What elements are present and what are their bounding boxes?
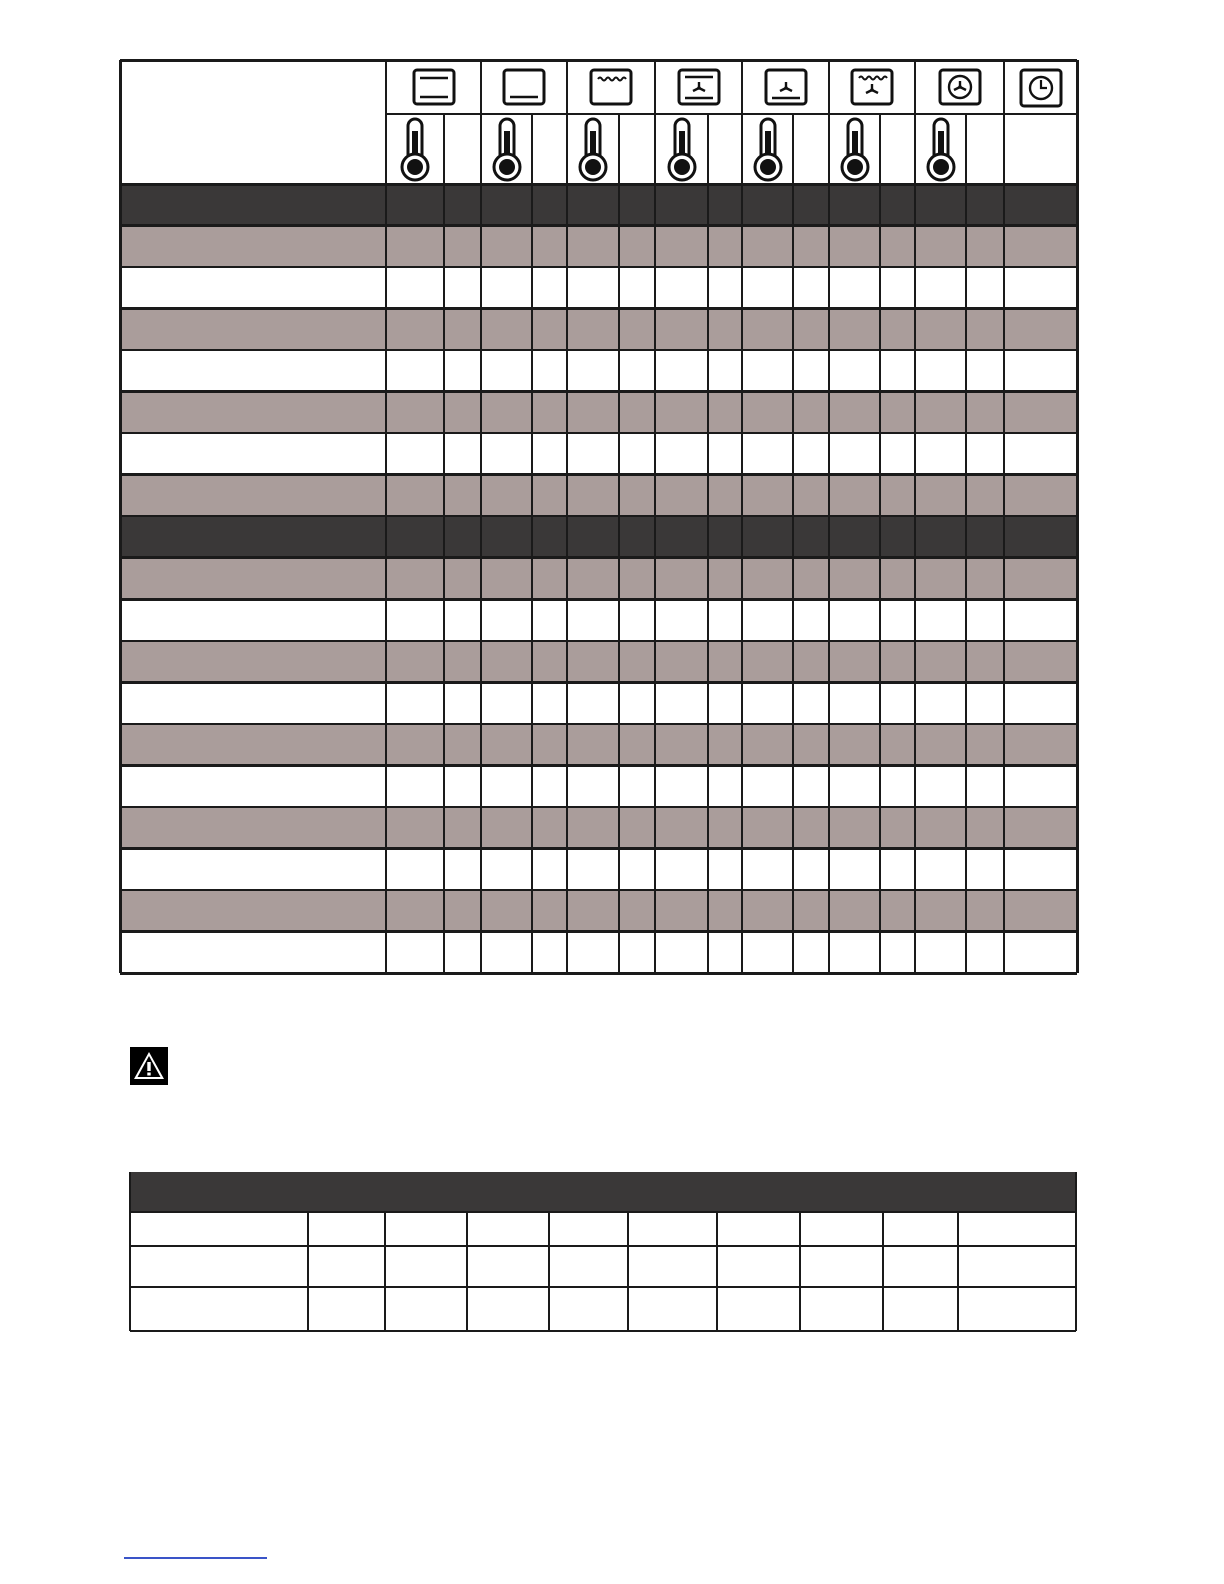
column-divider [385, 60, 388, 973]
row-divider [120, 640, 1077, 643]
column-divider [914, 60, 917, 973]
row-divider [120, 889, 1077, 892]
row-divider [120, 930, 1077, 933]
column-divider [531, 114, 533, 973]
row-divider [120, 266, 1077, 269]
table-row [120, 765, 1077, 807]
table-left-border [129, 1172, 131, 1331]
row-divider [120, 515, 1077, 518]
fan-bottom-heat-icon [764, 68, 808, 106]
row-divider [120, 390, 1077, 393]
thermometer-icon [839, 117, 871, 183]
column-divider [566, 60, 569, 973]
row-divider [120, 224, 1077, 227]
table-row [120, 848, 1077, 890]
table-row [120, 350, 1077, 392]
column-divider [965, 114, 967, 973]
grill-icon [589, 68, 633, 106]
table-row [120, 890, 1077, 932]
table-row [120, 392, 1077, 434]
fan-top-bottom-heat-icon [677, 68, 721, 106]
thermometer-icon [399, 117, 431, 183]
table-top-border [120, 59, 1077, 62]
table-row [120, 516, 1077, 558]
table-row [120, 433, 1077, 475]
table-row [120, 226, 1077, 268]
table-row [120, 931, 1077, 973]
column-divider [828, 60, 831, 973]
row-divider [120, 556, 1077, 559]
table-row [130, 1246, 1076, 1287]
warning-text [185, 1050, 1085, 1080]
column-divider [707, 114, 709, 973]
column-divider [799, 1212, 801, 1331]
column-divider [879, 114, 881, 973]
table-row [120, 558, 1077, 600]
table-right-border [1075, 1172, 1077, 1331]
table-row [120, 682, 1077, 724]
header-divider [386, 113, 1077, 116]
row-divider [120, 598, 1077, 601]
table-right-border [1076, 60, 1079, 973]
column-divider [654, 60, 657, 973]
bottom-table-header [130, 1172, 1076, 1212]
thermometer-icon [491, 117, 523, 183]
row-divider [120, 723, 1077, 726]
row-divider [120, 681, 1077, 684]
row-divider [120, 307, 1077, 310]
table-row [120, 267, 1077, 309]
row-divider [120, 432, 1077, 435]
column-divider [618, 114, 620, 973]
thermometer-icon [666, 117, 698, 183]
bottom-heat-icon [502, 68, 546, 106]
column-divider [627, 1212, 629, 1331]
warning [129, 1046, 169, 1086]
row-divider [120, 764, 1077, 767]
warning-triangle-icon [129, 1046, 169, 1086]
footer-link-line [124, 1557, 267, 1559]
column-divider [882, 1212, 884, 1331]
table-row [130, 1287, 1076, 1331]
column-divider [792, 114, 794, 973]
row-divider [120, 473, 1077, 476]
column-divider [1003, 60, 1006, 973]
column-divider [480, 60, 483, 973]
table-row [120, 724, 1077, 766]
column-divider [466, 1212, 468, 1331]
row-divider [120, 349, 1077, 352]
table-row [120, 475, 1077, 517]
column-divider [384, 1212, 386, 1331]
table-row [120, 599, 1077, 641]
column-divider [548, 1212, 550, 1331]
table-row [120, 807, 1077, 849]
hot-air-fan-icon [938, 68, 982, 106]
row-divider [120, 806, 1077, 809]
fan-grill-icon [850, 68, 894, 106]
column-divider [443, 114, 445, 973]
top-bottom-heat-icon [412, 68, 456, 106]
column-divider [716, 1212, 718, 1331]
table-left-border [119, 60, 122, 973]
column-divider [957, 1212, 959, 1331]
table-row [120, 309, 1077, 351]
clock-icon [1019, 68, 1063, 108]
table-bottom-border [120, 972, 1077, 975]
column-divider [307, 1212, 309, 1331]
table-row [130, 1212, 1076, 1246]
thermometer-icon [925, 117, 957, 183]
table-row [120, 641, 1077, 683]
header-label [126, 68, 386, 168]
row-divider [120, 847, 1077, 850]
thermometer-icon [577, 117, 609, 183]
column-divider [741, 60, 744, 973]
table-row [120, 184, 1077, 226]
thermometer-icon [752, 117, 784, 183]
